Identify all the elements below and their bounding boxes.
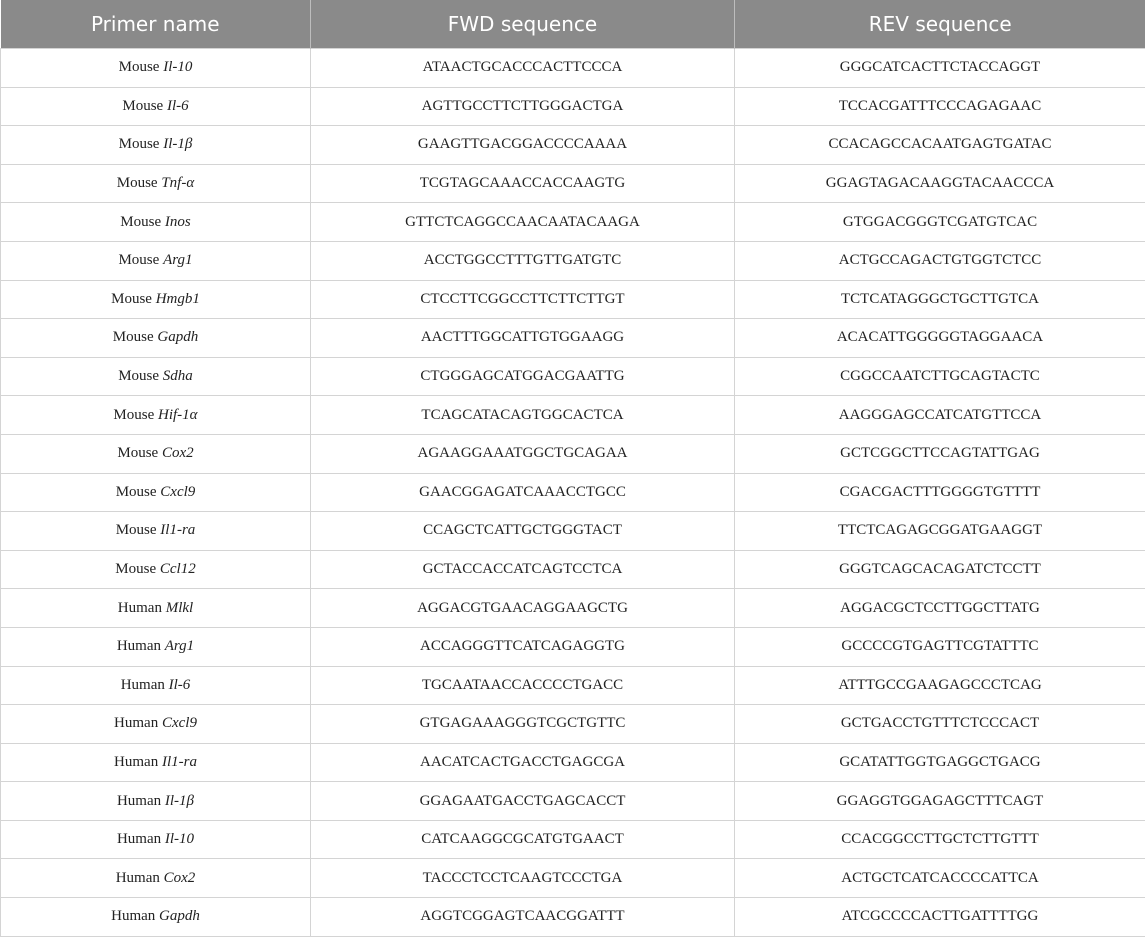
primer-name-cell bbox=[1, 820, 311, 859]
fwd-sequence-cell: CCAGCTCATTGCTGGGTACT bbox=[311, 512, 735, 551]
fwd-sequence-cell: ACCTGGCCTTTGTTGATGTC bbox=[311, 241, 735, 280]
species-label: Human bbox=[117, 793, 161, 809]
table-row bbox=[1, 87, 1145, 126]
gene-label: Arg1 bbox=[163, 252, 192, 268]
species-label: Mouse bbox=[113, 407, 154, 423]
header-fwd-sequence: FWD sequence bbox=[311, 0, 735, 49]
table-row bbox=[1, 512, 1145, 551]
table-row bbox=[1, 898, 1145, 937]
species-label: Mouse bbox=[115, 561, 156, 577]
species-label: Human bbox=[116, 870, 160, 886]
gene-label: Il-6 bbox=[167, 98, 189, 114]
species-label: Mouse bbox=[118, 252, 159, 268]
gene-label: Il-6 bbox=[169, 677, 191, 693]
fwd-sequence-cell: GCTACCACCATCAGTCCTCA bbox=[311, 550, 735, 589]
rev-sequence-cell: CCACGGCCTTGCTCTTGTTT bbox=[735, 820, 1145, 859]
fwd-sequence-cell: TCAGCATACAGTGGCACTCA bbox=[311, 396, 735, 435]
rev-sequence-cell: AAGGGAGCCATCATGTTCCA bbox=[735, 396, 1145, 435]
primer-name-cell bbox=[1, 126, 311, 165]
gene-label: Il1-ra bbox=[162, 754, 197, 770]
primer-name-cell bbox=[1, 627, 311, 666]
table-row bbox=[1, 126, 1145, 165]
rev-sequence-cell: TCTCATAGGGCTGCTTGTCA bbox=[735, 280, 1145, 319]
fwd-sequence-cell: AACTTTGGCATTGTGGAAGG bbox=[311, 319, 735, 358]
table-header bbox=[1, 0, 1145, 49]
primer-name-cell bbox=[1, 859, 311, 898]
table-row bbox=[1, 589, 1145, 628]
species-label: Mouse bbox=[116, 484, 157, 500]
table-row bbox=[1, 319, 1145, 358]
primer-name-cell bbox=[1, 898, 311, 937]
primer-name-cell bbox=[1, 434, 311, 473]
rev-sequence-cell: GTGGACGGGTCGATGTCAC bbox=[735, 203, 1145, 242]
primer-name-cell bbox=[1, 589, 311, 628]
rev-sequence-cell: GCTGACCTGTTTCTCCCACT bbox=[735, 705, 1145, 744]
gene-label: Il-10 bbox=[163, 59, 192, 75]
species-label: Mouse bbox=[118, 368, 159, 384]
fwd-sequence-cell: GTGAGAAAGGGTCGCTGTTC bbox=[311, 705, 735, 744]
gene-label: Cox2 bbox=[164, 870, 196, 886]
species-label: Mouse bbox=[113, 329, 154, 345]
primer-name-cell bbox=[1, 705, 311, 744]
fwd-sequence-cell: CTCCTTCGGCCTTCTTCTTGT bbox=[311, 280, 735, 319]
species-label: Human bbox=[117, 831, 161, 847]
table-row bbox=[1, 859, 1145, 898]
primer-name-cell bbox=[1, 550, 311, 589]
species-label: Human bbox=[111, 908, 155, 924]
primer-name-cell bbox=[1, 319, 311, 358]
fwd-sequence-cell: CATCAAGGCGCATGTGAACT bbox=[311, 820, 735, 859]
primer-name-cell bbox=[1, 203, 311, 242]
fwd-sequence-cell: ACCAGGGTTCATCAGAGGTG bbox=[311, 627, 735, 666]
gene-label: Cox2 bbox=[162, 445, 194, 461]
gene-label: Inos bbox=[165, 214, 191, 230]
fwd-sequence-cell: GGAGAATGACCTGAGCACCT bbox=[311, 782, 735, 821]
primer-name-cell bbox=[1, 473, 311, 512]
gene-label: Il-1β bbox=[165, 793, 194, 809]
fwd-sequence-cell: AGTTGCCTTCTTGGGACTGA bbox=[311, 87, 735, 126]
species-label: Mouse bbox=[111, 291, 152, 307]
gene-label: Hmgb1 bbox=[156, 291, 200, 307]
species-label: Mouse bbox=[117, 445, 158, 461]
species-label: Mouse bbox=[119, 136, 160, 152]
gene-label: Tnf-α bbox=[161, 175, 194, 191]
gene-label: Ccl12 bbox=[160, 561, 196, 577]
rev-sequence-cell: CCACAGCCACAATGAGTGATAC bbox=[735, 126, 1145, 165]
species-label: Human bbox=[118, 600, 162, 616]
species-label: Human bbox=[117, 638, 161, 654]
gene-label: Il1-ra bbox=[160, 522, 195, 538]
table-row bbox=[1, 396, 1145, 435]
primer-name-cell bbox=[1, 87, 311, 126]
rev-sequence-cell: GGAGTAGACAAGGTACAACCCA bbox=[735, 164, 1145, 203]
table-row bbox=[1, 705, 1145, 744]
fwd-sequence-cell: GAACGGAGATCAAACCTGCC bbox=[311, 473, 735, 512]
gene-label: Gapdh bbox=[159, 908, 200, 924]
gene-label: Arg1 bbox=[165, 638, 194, 654]
header-row bbox=[1, 0, 1145, 49]
species-label: Mouse bbox=[119, 59, 160, 75]
primer-name-cell bbox=[1, 396, 311, 435]
fwd-sequence-cell: AGGTCGGAGTCAACGGATTT bbox=[311, 898, 735, 937]
species-label: Mouse bbox=[117, 175, 158, 191]
fwd-sequence-cell: GAAGTTGACGGACCCCAAAA bbox=[311, 126, 735, 165]
primer-name-cell bbox=[1, 666, 311, 705]
table-row bbox=[1, 666, 1145, 705]
fwd-sequence-cell: AACATCACTGACCTGAGCGA bbox=[311, 743, 735, 782]
fwd-sequence-cell: AGAAGGAAATGGCTGCAGAA bbox=[311, 434, 735, 473]
species-label: Mouse bbox=[122, 98, 163, 114]
primer-name-cell bbox=[1, 164, 311, 203]
header-rev-sequence: REV sequence bbox=[735, 0, 1145, 49]
fwd-sequence-cell: GTTCTCAGGCCAACAATACAAGA bbox=[311, 203, 735, 242]
rev-sequence-cell: GCATATTGGTGAGGCTGACG bbox=[735, 743, 1145, 782]
primer-name-cell bbox=[1, 512, 311, 551]
primer-name-cell bbox=[1, 782, 311, 821]
fwd-sequence-cell: TCGTAGCAAACCACCAAGTG bbox=[311, 164, 735, 203]
primer-name-cell bbox=[1, 241, 311, 280]
gene-label: Hif-1α bbox=[158, 407, 198, 423]
rev-sequence-cell: ACTGCCAGACTGTGGTCTCC bbox=[735, 241, 1145, 280]
fwd-sequence-cell: TGCAATAACCACCCCTGACC bbox=[311, 666, 735, 705]
rev-sequence-cell: GCCCCGTGAGTTCGTATTTC bbox=[735, 627, 1145, 666]
table-row bbox=[1, 782, 1145, 821]
species-label: Human bbox=[114, 715, 158, 731]
rev-sequence-cell: CGACGACTTTGGGGTGTTTT bbox=[735, 473, 1145, 512]
table-row bbox=[1, 357, 1145, 396]
species-label: Mouse bbox=[116, 522, 157, 538]
rev-sequence-cell: GGAGGTGGAGAGCTTTCAGT bbox=[735, 782, 1145, 821]
rev-sequence-cell: GCTCGGCTTCCAGTATTGAG bbox=[735, 434, 1145, 473]
table-row bbox=[1, 627, 1145, 666]
fwd-sequence-cell: TACCCTCCTCAAGTCCCTGA bbox=[311, 859, 735, 898]
species-label: Human bbox=[114, 754, 158, 770]
table-row bbox=[1, 820, 1145, 859]
table-row bbox=[1, 434, 1145, 473]
rev-sequence-cell: GGGCATCACTTCTACCAGGT bbox=[735, 49, 1145, 88]
table-row bbox=[1, 49, 1145, 88]
rev-sequence-cell: TTCTCAGAGCGGATGAAGGT bbox=[735, 512, 1145, 551]
header-primer-name: Primer name bbox=[1, 0, 311, 49]
table-row bbox=[1, 743, 1145, 782]
fwd-sequence-cell: AGGACGTGAACAGGAAGCTG bbox=[311, 589, 735, 628]
rev-sequence-cell: ATCGCCCCACTTGATTTTGG bbox=[735, 898, 1145, 937]
species-label: Human bbox=[121, 677, 165, 693]
rev-sequence-cell: TCCACGATTTCCCAGAGAAC bbox=[735, 87, 1145, 126]
primer-name-cell bbox=[1, 357, 311, 396]
rev-sequence-cell: ACACATTGGGGGTAGGAACA bbox=[735, 319, 1145, 358]
rev-sequence-cell: AGGACGCTCCTTGGCTTATG bbox=[735, 589, 1145, 628]
species-label: Mouse bbox=[120, 214, 161, 230]
rev-sequence-cell: CGGCCAATCTTGCAGTACTC bbox=[735, 357, 1145, 396]
primer-name-cell bbox=[1, 280, 311, 319]
table-row bbox=[1, 164, 1145, 203]
table-row bbox=[1, 550, 1145, 589]
gene-label: Cxcl9 bbox=[160, 484, 195, 500]
table-row bbox=[1, 203, 1145, 242]
primer-name-cell bbox=[1, 743, 311, 782]
table-body bbox=[1, 49, 1145, 937]
rev-sequence-cell: GGGTCAGCACAGATCTCCTT bbox=[735, 550, 1145, 589]
table-row bbox=[1, 241, 1145, 280]
fwd-sequence-cell: ATAACTGCACCCACTTCCCA bbox=[311, 49, 735, 88]
rev-sequence-cell: ATTTGCCGAAGAGCCCTCAG bbox=[735, 666, 1145, 705]
gene-label: Gapdh bbox=[157, 329, 198, 345]
rev-sequence-cell: ACTGCTCATCACCCCATTCA bbox=[735, 859, 1145, 898]
gene-label: Cxcl9 bbox=[162, 715, 197, 731]
gene-label: Mlkl bbox=[166, 600, 194, 616]
primer-name-cell bbox=[1, 49, 311, 88]
gene-label: Il-1β bbox=[163, 136, 192, 152]
table-row bbox=[1, 473, 1145, 512]
gene-label: Sdha bbox=[163, 368, 193, 384]
fwd-sequence-cell: CTGGGAGCATGGACGAATTG bbox=[311, 357, 735, 396]
table-row bbox=[1, 280, 1145, 319]
gene-label: Il-10 bbox=[165, 831, 194, 847]
